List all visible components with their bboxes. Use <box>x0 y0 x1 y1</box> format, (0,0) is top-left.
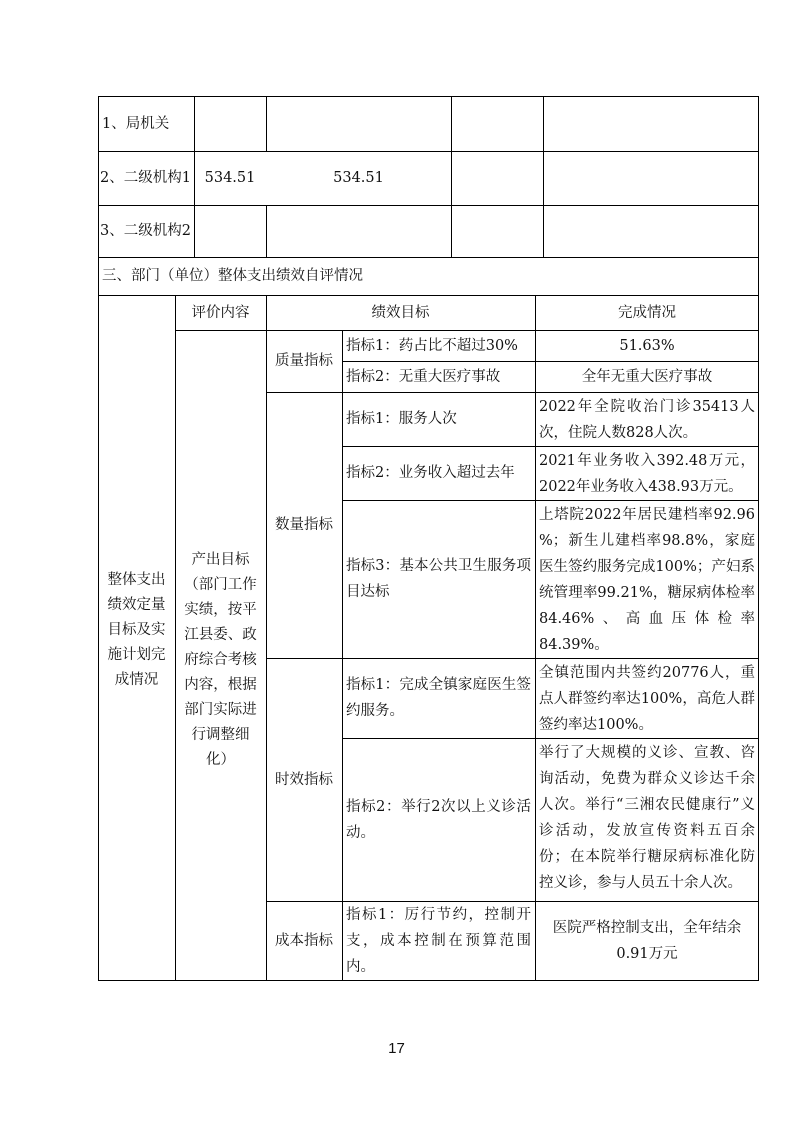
result-timeliness-1: 全镇范围内共签约20776人，重点人群签约率达100%，高危人群签约率达100%。 <box>539 665 755 733</box>
indicator-timeliness-2: 指标2：举行2次以上义诊活动。 <box>346 798 531 841</box>
row-label-bureau: 1、局机关 <box>102 115 170 132</box>
page-number: 17 <box>388 1040 405 1057</box>
result-quality-1: 51.63% <box>619 337 675 354</box>
col-rule <box>543 96 544 257</box>
row-rule <box>98 205 759 206</box>
indicator-timeliness-1: 指标1：完成全镇家庭医生签约服务。 <box>346 677 531 719</box>
indicator-quality-2: 指标2：无重大医疗事故 <box>346 368 501 385</box>
amount-value: 534.51 <box>204 170 256 186</box>
indicator-quantity-2: 指标2：业务收入超过去年 <box>346 465 515 481</box>
col-rule <box>451 96 452 257</box>
result-quantity-2: 2021年业务收入392.48万元，2022年业务收入438.93万元。 <box>539 453 755 495</box>
category-quantity: 数量指标 <box>275 517 333 533</box>
header-perf-goal: 绩效目标 <box>371 304 430 321</box>
side-label: 整体支出绩效定量目标及实施计划完成情况 <box>107 571 166 688</box>
category-timeliness: 时效指标 <box>275 771 333 788</box>
col-rule <box>266 96 267 151</box>
indicator-quality-1: 指标1：药占比不超过30% <box>346 337 518 354</box>
result-quantity-3: 上塔院2022年居民建档率92.96 %；新生儿建档率98.8%，家庭医生签约服务完成100%；产妇系统管理率99.21%，糖尿病体检率84.46%、高血压体检率84.39%。 <box>539 507 755 653</box>
category-quality: 质量指标 <box>275 353 333 369</box>
header-eval-content: 评价内容 <box>191 304 250 321</box>
col-rule <box>266 205 267 257</box>
row-label-secondary-1: 2、二级机构1 <box>100 170 191 186</box>
section-title: 三、部门（单位）整体支出绩效自评情况 <box>102 268 363 284</box>
indicator-quantity-1: 指标1：服务人次 <box>346 411 457 427</box>
indicator-quantity-3: 指标3：基本公共卫生服务项目达标 <box>346 558 531 600</box>
output-goal: 产出目标（部门工作实绩，按平江县委、政府综合考核内容，根据部门实际进行调整细化） <box>184 551 257 768</box>
result-quantity-1: 2022年全院收治门诊35413人次，住院人数828人次。 <box>539 399 755 441</box>
amount-value: 534.51 <box>333 170 384 186</box>
result-cost-1: 医院严格控制支出，全年结余0.91万元 <box>552 920 742 962</box>
result-quality-2: 全年无重大医疗事故 <box>581 368 713 385</box>
indicator-cost-1: 指标1：厉行节约，控制开支，成本控制在预算范围内。 <box>346 907 531 975</box>
header-completion: 完成情况 <box>618 304 676 321</box>
result-timeliness-2: 举行了大规模的义诊、宣教、咨询活动，免费为群众义诊达千余人次。举行“三湘农民健康行”义诊活动，发放宣传资料五百余份；在本院举行糖尿病标准化防控义诊，参与人员五十余人次。 <box>539 745 755 891</box>
category-cost: 成本指标 <box>275 933 333 949</box>
row-label-secondary-2: 3、二级机构2 <box>100 223 191 239</box>
